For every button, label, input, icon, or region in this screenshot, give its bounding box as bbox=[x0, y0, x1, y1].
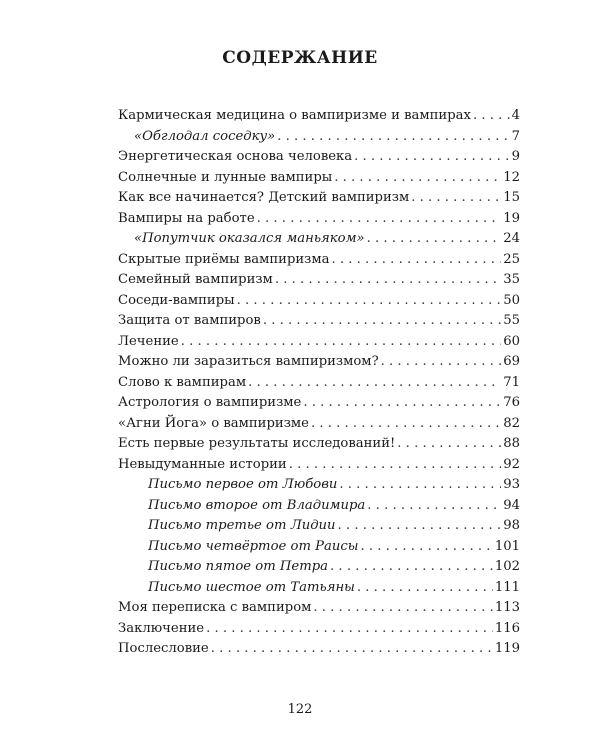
toc-leader-dots bbox=[248, 373, 501, 394]
toc-entry-page: 19 bbox=[503, 210, 520, 226]
toc-entry-page: 12 bbox=[503, 169, 520, 185]
toc-entry-page: 7 bbox=[511, 128, 520, 144]
toc-entry-label: Солнечные и лунные вампиры bbox=[118, 169, 333, 185]
toc-entry-label: «Агни Йога» о вампиризме bbox=[118, 415, 309, 431]
toc-leader-dots bbox=[257, 209, 502, 230]
toc-entry[interactable] bbox=[118, 291, 520, 312]
toc-leader-dots bbox=[411, 188, 501, 209]
toc-entry-page: 9 bbox=[511, 149, 520, 164]
toc-leader-dots bbox=[367, 229, 502, 250]
toc-entry[interactable] bbox=[118, 147, 520, 168]
toc-entry-label: Письмо второе от Владимира bbox=[148, 497, 366, 513]
toc-entry-label: Слово к вампирам bbox=[118, 374, 247, 390]
toc-entry[interactable] bbox=[118, 229, 520, 250]
page-title: СОДЕРЖАНИЕ bbox=[222, 48, 378, 68]
toc-entry[interactable] bbox=[118, 168, 520, 189]
toc-entry-label: Астрология о вампиризме bbox=[118, 395, 302, 410]
toc-entry-label: Невыдуманные истории bbox=[118, 456, 287, 472]
toc-entry-label: Можно ли заразиться вампиризмом? bbox=[118, 354, 379, 369]
toc-entry-page: 92 bbox=[503, 456, 520, 472]
toc-leader-dots bbox=[275, 270, 501, 291]
toc-entry-label: Заключение bbox=[118, 620, 205, 636]
toc-entry-page: 102 bbox=[494, 559, 520, 574]
toc-entry-label: Как все начинается? Детский вампиризм bbox=[118, 190, 410, 205]
toc-leader-dots bbox=[473, 106, 510, 127]
toc-leader-dots bbox=[339, 475, 501, 496]
toc-entry-page: 93 bbox=[503, 477, 520, 492]
toc-entry[interactable] bbox=[118, 496, 520, 517]
toc-entry-label: Лечение bbox=[118, 333, 179, 349]
toc-entry[interactable] bbox=[118, 106, 520, 127]
toc-entry[interactable] bbox=[118, 455, 520, 476]
toc-leader-dots bbox=[237, 291, 502, 312]
page-number: 122 bbox=[287, 702, 313, 717]
toc-entry[interactable] bbox=[118, 619, 520, 640]
toc-leader-dots bbox=[332, 250, 502, 271]
toc-entry-label: Письмо первое от Любови bbox=[148, 477, 338, 492]
toc-entry-label: Вампиры на работе bbox=[118, 210, 255, 226]
toc-leader-dots bbox=[361, 537, 493, 558]
toc-entry[interactable] bbox=[118, 537, 520, 558]
toc-entry[interactable] bbox=[118, 414, 520, 435]
toc-entry-label: Есть первые результаты исследований! bbox=[118, 436, 396, 451]
toc-entry-page: 15 bbox=[503, 190, 520, 205]
toc-leader-dots bbox=[338, 516, 502, 537]
toc-entry[interactable] bbox=[118, 188, 520, 209]
toc-leader-dots bbox=[397, 434, 501, 455]
toc-entry-page: 113 bbox=[494, 600, 520, 615]
table-of-contents bbox=[118, 106, 520, 660]
toc-entry-page: 25 bbox=[503, 251, 520, 267]
toc-entry-page: 55 bbox=[503, 313, 520, 328]
toc-leader-dots bbox=[303, 393, 501, 414]
toc-entry-page: 50 bbox=[503, 292, 520, 308]
toc-entry[interactable] bbox=[118, 352, 520, 373]
toc-entry-label: Послесловие bbox=[118, 641, 209, 656]
toc-entry-label: «Обглодал соседку» bbox=[134, 128, 276, 144]
toc-leader-dots bbox=[354, 147, 509, 168]
toc-entry-page: 98 bbox=[503, 518, 520, 533]
toc-leader-dots bbox=[311, 414, 501, 435]
toc-entry-page: 82 bbox=[503, 415, 520, 431]
toc-entry[interactable] bbox=[118, 311, 520, 332]
toc-leader-dots bbox=[334, 168, 501, 189]
toc-entry[interactable] bbox=[118, 475, 520, 496]
toc-entry-page: 35 bbox=[503, 272, 520, 287]
toc-entry-label: Скрытые приёмы вампиризма bbox=[118, 251, 330, 267]
toc-entry-label: «Попутчик оказался маньяком» bbox=[134, 231, 365, 246]
toc-entry-page: 116 bbox=[494, 620, 520, 636]
toc-entry-page: 76 bbox=[503, 395, 520, 410]
toc-leader-dots bbox=[367, 496, 501, 517]
toc-leader-dots bbox=[381, 352, 502, 373]
toc-entry[interactable] bbox=[118, 127, 520, 148]
toc-leader-dots bbox=[289, 455, 501, 476]
toc-entry-label: Моя переписка с вампиром bbox=[118, 600, 312, 615]
toc-entry[interactable] bbox=[118, 598, 520, 619]
toc-leader-dots bbox=[330, 557, 493, 578]
toc-leader-dots bbox=[313, 598, 492, 619]
toc-entry[interactable] bbox=[118, 516, 520, 537]
toc-entry-label: Соседи-вампиры bbox=[118, 292, 235, 308]
toc-leader-dots bbox=[277, 127, 509, 148]
toc-entry[interactable] bbox=[118, 578, 520, 599]
toc-leader-dots bbox=[206, 619, 493, 640]
toc-leader-dots bbox=[211, 639, 493, 660]
toc-entry[interactable] bbox=[118, 639, 520, 660]
toc-entry[interactable] bbox=[118, 434, 520, 455]
toc-entry[interactable] bbox=[118, 373, 520, 394]
toc-entry-page: 111 bbox=[494, 579, 520, 595]
toc-entry-page: 24 bbox=[503, 231, 520, 246]
toc-entry-label: Защита от вампиров bbox=[118, 313, 261, 328]
toc-leader-dots bbox=[181, 332, 502, 353]
toc-leader-dots bbox=[263, 311, 501, 332]
toc-entry[interactable] bbox=[118, 250, 520, 271]
toc-entry-label: Письмо третье от Лидии bbox=[148, 518, 336, 533]
toc-entry[interactable] bbox=[118, 270, 520, 291]
toc-entry-page: 71 bbox=[503, 374, 520, 390]
toc-entry-page: 119 bbox=[494, 641, 520, 656]
toc-leader-dots bbox=[357, 578, 493, 599]
toc-entry-label: Письмо пятое от Петра bbox=[148, 559, 329, 574]
toc-entry-label: Семейный вампиризм bbox=[118, 272, 273, 287]
toc-entry-page: 69 bbox=[503, 354, 520, 369]
toc-entry[interactable] bbox=[118, 332, 520, 353]
toc-entry-page: 60 bbox=[503, 333, 520, 349]
toc-entry-page: 94 bbox=[503, 497, 520, 513]
toc-entry-page: 101 bbox=[494, 538, 520, 554]
toc-entry-label: Энергетическая основа человека bbox=[118, 149, 353, 164]
toc-entry[interactable] bbox=[118, 393, 520, 414]
toc-entry[interactable] bbox=[118, 209, 520, 230]
toc-entry-page: 88 bbox=[503, 436, 520, 451]
toc-entry-page: 4 bbox=[511, 108, 520, 123]
toc-entry-label: Письмо четвёртое от Раисы bbox=[148, 538, 359, 554]
toc-entry[interactable] bbox=[118, 557, 520, 578]
toc-entry-label: Письмо шестое от Татьяны bbox=[148, 579, 355, 595]
toc-entry-label: Кармическая медицина о вампиризме и вампирах bbox=[118, 108, 471, 123]
